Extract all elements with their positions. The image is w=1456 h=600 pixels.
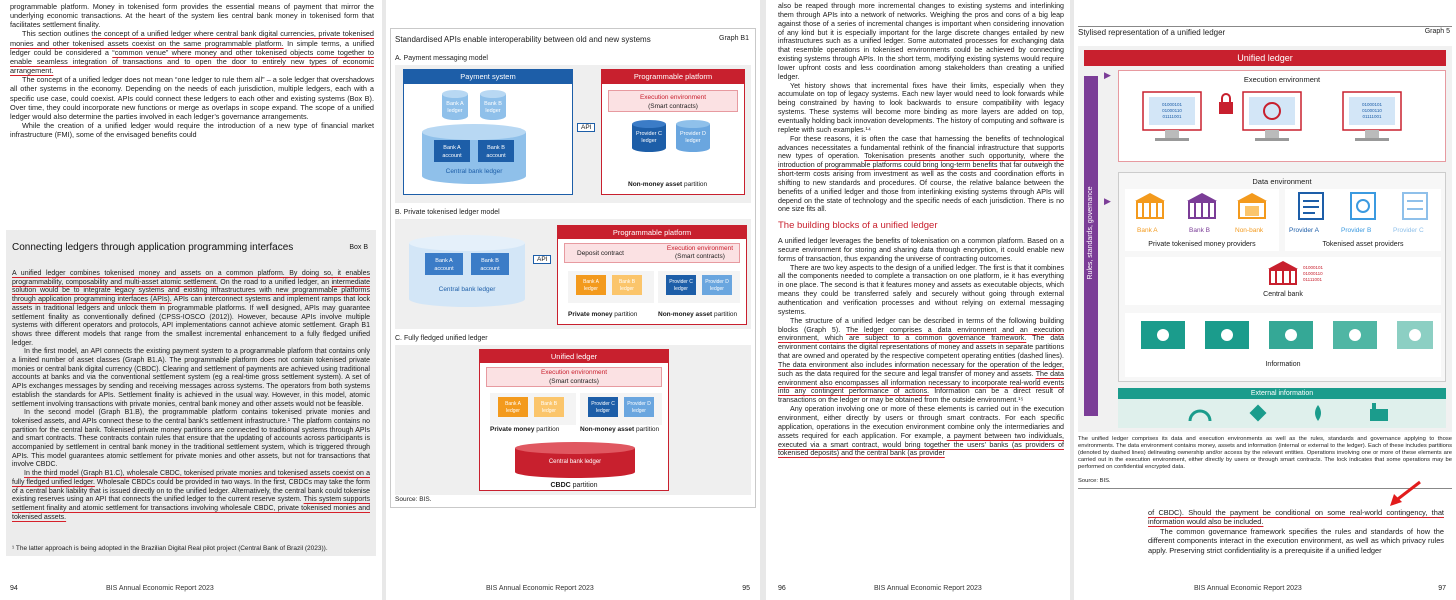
provider-b-icon: [1351, 193, 1375, 219]
page-number: 96: [778, 585, 786, 592]
panel-b: [395, 219, 751, 329]
box-title: Connecting ledgers through application programming interfaces: [12, 242, 294, 253]
svg-text:Bank B: Bank B: [481, 258, 499, 264]
external-information: External information: [1118, 388, 1446, 428]
svg-text:01000110: 01000110: [1303, 271, 1323, 276]
provider-c-icon: [1403, 193, 1427, 219]
svg-text:ledger: ledger: [641, 138, 657, 144]
page-97: [1074, 0, 1456, 600]
svg-text:Central bank ledger: Central bank ledger: [445, 168, 503, 175]
box-label: Box B: [349, 244, 368, 251]
private-providers-label: Private tokenised money providers: [1148, 241, 1256, 248]
info-icon-3: [1269, 321, 1313, 349]
box-footnote: ¹ The latter approach is being adopted in the Brazilian Digital Real pilot project (Central Bank of Brazil (2023)).: [12, 545, 328, 552]
page-95: [386, 0, 760, 600]
box-b: [6, 230, 376, 556]
information-partition: [1125, 313, 1441, 377]
svg-text:01000101: 01000101: [1361, 102, 1383, 107]
svg-text:ledger: ledger: [620, 286, 634, 292]
non-money-partition-c: Non-money asset partition: [580, 426, 660, 433]
governance-bar: Rules, standards, governance: [1084, 76, 1098, 416]
graph-title: Stylised representation of a unified ledger: [1078, 28, 1226, 37]
bank-a-label: Bank A: [1137, 227, 1158, 234]
graph-5-frame: [1078, 46, 1452, 432]
page-footer: BIS Annual Economic Report 2023: [106, 585, 214, 592]
page-94: [0, 0, 382, 600]
api-connector-a: API: [577, 123, 595, 132]
page-footer: BIS Annual Economic Report 2023: [486, 585, 594, 592]
svg-text:Central bank ledger: Central bank ledger: [438, 286, 496, 293]
exec-env-c: Execution environment (Smart contracts): [486, 367, 662, 387]
arrow-icon: ▶: [1104, 196, 1111, 206]
non-money-partition-a: Non-money asset partition: [628, 181, 708, 188]
satellite-icon: [1250, 405, 1267, 422]
asset-providers: [1285, 189, 1441, 251]
bank-b-icon: [1187, 193, 1217, 218]
exec-env-a: Execution environment (Smart contracts): [608, 90, 738, 112]
svg-text:ledger: ledger: [485, 108, 501, 114]
non-bank-icon: [1237, 193, 1267, 218]
programmable-platform-b: Programmable platform Deposit contract Execution environment (Smart contracts) Bank A ledger Bank B ledger Provider C ledger Provider D ledger Private money partition Non-money asset partition: [557, 225, 747, 325]
asset-providers-label: Tokenised asset providers: [1322, 241, 1404, 248]
svg-text:ledger: ledger: [542, 408, 556, 414]
central-bank-ledger-b: [405, 233, 535, 313]
data-environment: Data environment Bank A Bank B Non-bank Private tokenised money providers Provider A Provider B Provider C Tokenised asset providers 01000101 01000110 01111001 Central bank Information: [1118, 172, 1446, 382]
svg-text:ledger: ledger: [710, 286, 724, 292]
graph-number: Graph 5: [1424, 28, 1450, 35]
svg-text:Bank B: Bank B: [484, 101, 502, 107]
bank-b-label: Bank B: [1189, 227, 1210, 234]
page-number: 94: [10, 585, 18, 592]
svg-text:Bank B: Bank B: [618, 279, 636, 285]
para-4: While the creation of a unified ledger would require the introduction of a new type of financial market infrastructure (FMI), some of the envisaged benefits could: [10, 121, 374, 140]
intro-text: [10, 2, 374, 139]
graph-source: Source: BIS.: [1078, 478, 1111, 484]
cbdc-partition: CBDC partition: [550, 482, 598, 489]
svg-text:Provider C: Provider C: [636, 131, 662, 137]
page-number: 95: [742, 585, 750, 592]
lock-icon: [1219, 94, 1233, 114]
red-arrow-annotation-icon: [1386, 478, 1426, 508]
svg-text:Bank B: Bank B: [540, 401, 558, 407]
panel-a: [395, 65, 751, 203]
info-icon-4: [1333, 321, 1377, 349]
computer-icon-2: [1243, 92, 1301, 141]
svg-text:01111001: 01111001: [1303, 277, 1323, 282]
bank-a-icon: [1135, 193, 1165, 218]
svg-text:Bank A: Bank A: [446, 101, 464, 107]
section-heading: The building blocks of a unified ledger: [778, 220, 938, 232]
programmable-platform-a: [601, 69, 745, 195]
execution-environment: Execution environment 01000101 01000110 01111001 01000101 01000110 01111001: [1118, 70, 1446, 162]
svg-text:01000101: 01000101: [1161, 102, 1183, 107]
svg-text:ledger: ledger: [506, 408, 520, 414]
provider-b-label: Provider B: [1341, 227, 1372, 234]
svg-text:Bank A: Bank A: [435, 258, 453, 264]
label-b: B. Private tokenised ledger model: [395, 209, 500, 216]
para-3: The concept of a unified ledger does not mean “one ledger to rule them all” – a sole ledger that overshadows all other systems in the economy. Depending on the needs of each jurisdiction, multiple ledgers, each with a specific use case, could coexist. APIs could connect these ledgers to each other and existing systems (Box B). Over time, they could incorporate new functions or merge as overlaps in scope expand. The scope of a unified ledger would also determine the parties involved in each ledger’s governance arrangements.: [10, 75, 374, 121]
svg-text:Provider D: Provider D: [680, 131, 706, 137]
svg-text:Provider D: Provider D: [627, 401, 651, 407]
provider-a-label: Provider A: [1289, 227, 1319, 234]
central-bank-icon: [1268, 261, 1298, 284]
page-footer: BIS Annual Economic Report 2023: [1194, 585, 1302, 592]
unified-ledger-c: Unified ledger Execution environment (Smart contracts) Bank A ledger Bank B ledger Provider C ledger Provider D ledger Private money partition Non-money asset partition Central bank ledger CBDC partition: [479, 349, 669, 491]
svg-text:01111001: 01111001: [1362, 114, 1382, 119]
payment-system-box: [403, 69, 573, 195]
computer-icon-1: [1143, 92, 1201, 141]
private-money-partition-c: Private money partition: [490, 426, 560, 433]
ledgers-c: [480, 391, 668, 427]
para-1: programmable platform. Money in tokenised form provides the essential means of payment that mirror the underlying economic transactions. At the heart of the system lies central bank money in tokenised form that facilitates settlement finality.: [10, 2, 374, 30]
info-icon-5: [1397, 321, 1433, 349]
page-96-text: also be reaped through more incremental changes to existing systems and interlinking them through APIs into a network of networks. Weighing the pros and cons of a big leap against those of a series of incremental changes is important when considering innovation of any kind but it is especially important for the large discrete changes entailed by new infrastructures such as a unified ledger. Some automated processes for exchanging data that resemble operations in tokenised environments could be achieved by connecting existing systems through APIs. In the short term, modifying existing systems would require lower upfront costs and less coordination among stakeholders than creating a unified ledger. Yet history shows that incremental fixes have their limits, especially when they accumulate on top of legacy systems. Each new layer would need to look forwards while being constrained by having to look backwards to ensure compatibility with legacy systems. These systems will become more binding as more layers are added on top, eventually holding back innovation developments. The history of computing and software is replete with such examples.¹⁴ For these reasons, it is often the case that harnessing the benefits of technological advances necessitates a fundamental rethink of the financial infrastructure that supports new types of operation. Tokenisation presents another such opportunity, where the introduction of programmable platforms could bring long-term benefits that far outweigh the short-term costs arising from investment as well as the costs and coordination efforts in shifting to new standards and procedures. Of course, the relative balance between the benefits of a unified ledger and those from interlinking existing systems through APIs will depend on the state of technology and the specific needs of each jurisdiction. There is no one size fits all. The building blocks of a unified ledger A unified ledger leverages the benefits of tokenisation on a common platform. Based on a secure environment for storing and sharing data through encryption, it could enable new forms of transaction, thus expanding the universe of contracting outcomes. There are two key aspects to the design of a unified ledger. The first is that it combines all the components needed to complete a transaction on one platform, ie it has everything in one place. The second is that it features money and assets as executable objects, which means they could be transferred safely and securely without going through external authentication and verification processes and without relying on external messaging systems. The structure of a unified ledger can be described in terms of the following building blocks (Graph 5). The ledger comprises a data environment and an execution environment, which are subject to a common governance framework. The data environment contains the digital representations of money and assets in separate partitions that are owned and operated by the respective competent operating entities (dashed lines). The data environment also includes information necessary for the operation of the ledger, such as the data required for the secure and legal transfer of money and assets. The data environment also encompasses all information necessary to incorporate real-world events into any contingent performance of actions. Information can be a direct result of transactions on the ledger or may be obtained from the outside environment.¹⁵ Any operation involving one or more of these elements is carried out in the execution environment, either directly by users or through smart contracts. For each specific application, operations in the execution environment combine only the intermediaries and assets required for each application. For example, a payment between two individuals, executed via a smart contract, would bring together the users’ banks (as providers of tokenised deposits) and the central bank (as provider: [778, 2, 1064, 458]
info-icon-1: [1141, 321, 1185, 349]
label-c: C. Fully fledged unified ledger: [395, 335, 488, 342]
graph-b1-frame: [390, 28, 756, 508]
provider-ledgers-a: [602, 118, 744, 168]
svg-text:ledger: ledger: [674, 286, 688, 292]
computer-icon-3: [1343, 92, 1401, 141]
svg-text:ledger: ledger: [447, 108, 463, 114]
svg-text:account: account: [480, 266, 500, 272]
graph-title: Standardised APIs enable interoperability between old and new systems: [395, 35, 651, 44]
arrow-icon: ▶: [1104, 70, 1111, 80]
exec-env-b: Deposit contract Execution environment (Smart contracts): [564, 243, 740, 263]
programmable-platform-header: Programmable platform: [602, 70, 744, 84]
para-2: This section outlines the concept of a unified ledger where central bank digital currencies, private tokenised monies and other tokenised assets coexist on the same programmable platform. In simple terms, a unified ledger could be considered a “common venue” where money and other tokenised objects come together to enable seamless integration of transactions and to open the door to entirely new types of economic arrangement.: [10, 29, 375, 76]
provider-c-label: Provider C: [1393, 227, 1424, 234]
api-connector-b: API: [533, 255, 551, 264]
panel-c: [395, 345, 751, 495]
private-money-providers: [1125, 189, 1279, 251]
svg-text:01111001: 01111001: [1162, 114, 1182, 119]
svg-text:ledger: ledger: [584, 286, 598, 292]
non-money-partition-b: Non-money asset partition: [658, 311, 738, 318]
svg-text:account: account: [486, 153, 506, 159]
svg-text:Bank A: Bank A: [583, 279, 599, 285]
svg-text:account: account: [442, 153, 462, 159]
non-bank-label: Non-bank: [1235, 227, 1264, 234]
info-icon-2: [1205, 321, 1249, 349]
central-bank-partition: [1125, 257, 1441, 305]
factory-icon: [1370, 403, 1388, 421]
central-bank-label: Central bank: [1263, 291, 1303, 298]
information-label: Information: [1265, 361, 1301, 368]
page-96: [766, 0, 1070, 600]
provider-a-icon: [1299, 193, 1323, 219]
svg-text:01000101: 01000101: [1303, 265, 1324, 270]
svg-text:Provider D: Provider D: [705, 279, 729, 285]
deposit-contract: Deposit contract: [577, 250, 624, 257]
payment-system-header: Payment system: [404, 70, 572, 84]
source-note: Source: BIS.: [395, 496, 432, 503]
svg-text:Provider C: Provider C: [591, 401, 615, 407]
page-footer: BIS Annual Economic Report 2023: [874, 585, 982, 592]
drop-icon: [1315, 405, 1321, 421]
svg-text:Bank A: Bank A: [443, 145, 461, 151]
unified-ledger-header: Unified ledger: [1084, 50, 1446, 66]
cbdc-ledger: [485, 440, 665, 484]
execution-icons: [1119, 84, 1445, 158]
private-money-partition-b: Private money partition: [568, 311, 638, 318]
page-number: 97: [1438, 585, 1446, 592]
box-text: A unified ledger combines tokenised money and assets on a common platform. By doing so, it enables programmability, composability and multi-asset atomic settlement. On the road to a unified ledger, an intermediate solution would be to integrate legacy systems and existing infrastructures with new programmable platforms through application programming interfaces (APIs). APIs can interconnect systems and implement ramps that lock assets in traditional ledgers and unlock them in programmable platforms. If well designed, APIs may guarantee settlement finality as conventionally defined (CPSS-IOSCO (2012)). However, because APIs involve multiple systems with different operators and protocols, API implementations cannot achieve atomic settlement. Graph B1 shows three different models that range from the smallest incremental enhancement to a fully fledged unified ledger. In the first model, an API connects the existing payment system to a programmable platform that contains only a limited number of asset classes (Graph B1.A). The programmable platform does not contain tokenised private monies or central bank digital currency (CBDC). Clearing and settlement of payments are achieved using traditional accounts at banks and via the conventional settlement system (eg a real-time gross settlement system). A set of APIs exchanges messages by sending and receiving messages across systems. The operators from both systems establish the standards for APIs. Settlement finality is achieved in the usual way. However, in this model, atomic settlement involving transactions with private monies, central bank money and other assets would not be feasible. In the second model (Graph B1.B), the programmable platform contains tokenised private monies and tokenised assets, and APIs connect these to the central bank’s settlement infrastructure.¹ The platform contains no partition for the central bank. Tokenised private money partitions are connected to traditional systems through APIs and smart contracts. These contracts contain rules that ensure that the updating of accounts across participants is accompanied by settlement in central bank money in the traditional settlement system, which is triggered through APIs. This model guarantees atomic settlement for private monies and other assets, but not for transactions that involve CBDC. In the third model (Graph B1.C), wholesale CBDC, tokenised private monies and tokenised assets coexist on a fully fledged unified ledger. Wholesale CBDCs could be provided in two ways. In the first, CBDCs may take the form of a central bank liability that is issued directly on to the unified ledger. Alternatively, the central bank could tokenise existing reserves using an API that connects the unified ledger to the current reserve system. This system supports settlement finality and atomic settlement for transactions involving wholesale CBDC, private tokenised monies and tokenised assets.: [12, 270, 371, 521]
svg-text:01000110: 01000110: [1162, 108, 1182, 113]
payment-system-diagram: [404, 84, 572, 194]
svg-text:Central bank ledger: Central bank ledger: [548, 459, 602, 465]
continued-text: of CBDC). Should the payment be conditional on some real-world contingency, that information would also be included. The common governance framework specifies the rules and standards of how the different components interact in the execution environment, as well as which privacy rules apply. Preserving strict confidentiality is a prerequisite if a unified ledger: [1148, 508, 1444, 555]
svg-text:Bank B: Bank B: [487, 145, 505, 151]
svg-text:ledger: ledger: [596, 408, 610, 414]
svg-text:account: account: [434, 266, 454, 272]
graph-caption: The unified ledger comprises its data and execution environments as well as the rules, standards and governance applying to those environments. The data environment contains money, assets and information (internal or external to the ledger). Each of these includes partitions (denoted by dashed lines) delineating ownership and/or access by the relevant entities. Operations involving one or more of these elements are carried out in the execution environment, either directly by users or through smart contracts. The lock indicates that some operations may be performed on confidential encrypted data.: [1078, 436, 1452, 470]
svg-text:ledger: ledger: [685, 138, 701, 144]
svg-text:ledger: ledger: [632, 408, 646, 414]
svg-text:01000110: 01000110: [1362, 108, 1382, 113]
gauge-icon: [1190, 411, 1210, 421]
svg-text:Provider C: Provider C: [669, 279, 693, 285]
ledgers-b: [558, 267, 746, 307]
graph-number: Graph B1: [719, 35, 749, 42]
svg-text:Bank A: Bank A: [505, 401, 521, 407]
label-a: A. Payment messaging model: [395, 55, 488, 62]
